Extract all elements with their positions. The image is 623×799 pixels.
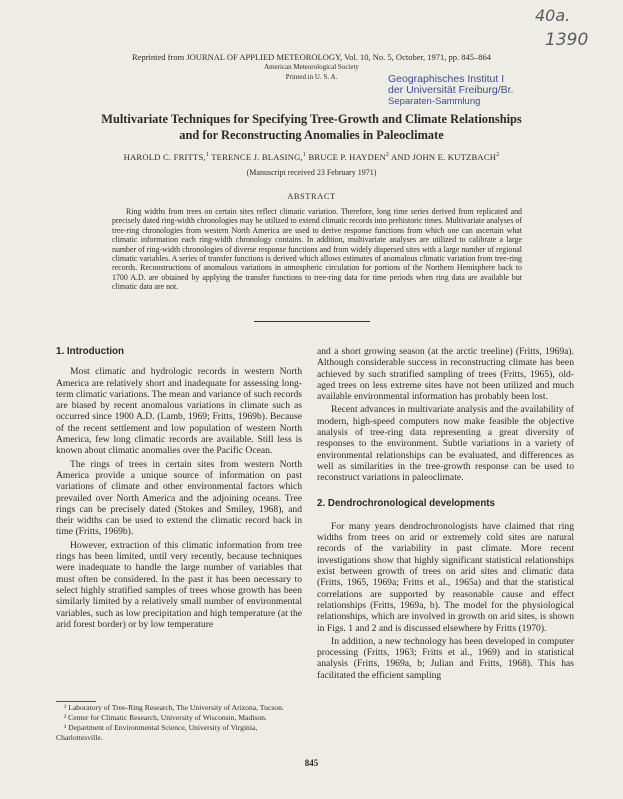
affiliation-mark: 1 [302, 152, 307, 159]
paragraph: For many years dendrochronologists have claimed that ring widths from trees on arid or extremely cold sites are natural records of the variability in past climate. More recent investigations show that highly significant statistical relationships exist between growth of trees on arid sites and climatic data (Fritts, 1965, 1969a; Fritts et al., 1965a) and that the statistical correlations are supported by reasonable cause and effect relationships (Fritts, 1969a, b). The model for the physiological relationships, which are involved in growth on arid sites, is shown in Figs. 1 and 2 and is discussed elsewhere by Fritts (1970). [317, 520, 574, 634]
abstract-text: Ring widths from trees on certain sites reflect climatic variation. Therefore, long time series derived from replicated and precisely dated ring-width chronologies may be utilized to extend climatic records into prehistoric times. Multivariate analyses of tree-ring chronologies from western North America are used to derive response functions from which one can ascertain what climatic information each ring-width chronology contains. In addition, multivariate analyses are utilized to calibrate a large number of ring-width chronologies of diverse response functions and from widely dispersed sites with a large number of regional climatic variables. A series of transfer functions is derived which allows estimates of anomalous climatic variation from tree-ring records. Reconstructions of anomalous variations in atmospheric circulation for portions of the Northern Hemisphere back to 1700 A.D. are obtained by applying the transfer functions to tree-ring data for time periods when ring data are available but climatic data are not. [112, 207, 522, 292]
paragraph: Most climatic and hydrologic records in western North America are relatively short and inadequate for assessing long-term climatic variations. The mean and variance of such records are biased by recent anomalous variations in climate such as occurred since 1900 A.D. (Lamb, 1969; Fritts, 1969b). Because of the recent settlement and low population of western North America, few long climatic records are available. Still less is known about climatic anomalies over the Pacific Ocean. [56, 366, 302, 457]
affiliation-mark: 2 [496, 152, 500, 159]
footnote-2: ² Center for Climatic Research, University of Wisconsin, Madison. [64, 713, 267, 723]
printed-line: Printed in U. S. A. [285, 73, 338, 81]
page-number: 845 [304, 758, 319, 768]
reprint-line: Reprinted from JOURNAL OF APPLIED METEOROLOGY, Vol. 10, No. 5, October, 1971, pp. 845–864 [132, 52, 491, 62]
paragraph: The rings of trees in certain sites from western North America provide a unique source of information on past variations of climate and other environmental factors which prevailed over North America and the adjoining oceans. Tree rings can be precisely dated (Stokes and Smiley, 1968), and their widths can be used to extend the climatic record back in time (Fritts, 1969b). [56, 458, 302, 538]
title-line-1: Multivariate Techniques for Specifying Tree-Growth and Climate Relationships [101, 112, 522, 126]
author-4: JOHN E. KUTZBACH [412, 152, 497, 162]
author-list [0, 152, 623, 162]
handwritten-note: 40a. [535, 6, 571, 25]
stamp-line-1: Geographisches Institut I [388, 73, 505, 85]
divider [254, 321, 370, 322]
paper-title [40, 112, 583, 143]
abstract-heading: ABSTRACT [287, 192, 336, 201]
right-column [317, 346, 574, 681]
author-conjunction: AND [390, 152, 411, 162]
title-line-2: and for Reconstructing Anomalies in Paleoclimate [179, 127, 444, 142]
paragraph: Recent advances in multivariate analysis and the availability of modern, high-speed computers now make feasible the objective analysis of tree-ring data representing a great diversity of responses to the environment. Subtle variations in a variety of environmental relationships can be evaluated, and differences as well as similarities in the tree-growth response can be used to reconstruct variations in paleoclimate. [317, 404, 574, 484]
author-3: BRUCE P. HAYDEN [308, 152, 386, 162]
paragraph: However, extraction of this climatic information from tree rings has been limited, until very recently, because techniques were inadequate to handle the large number of variables that must often be considered. In the past it has been necessary to select highly stratified samples of trees whose growth has been similarly limited by a relatively small number of environmental variables, such as low precipitation and high temperature (at the arid forest border) or by low temperature [56, 539, 302, 630]
handwritten-number: 1390 [545, 30, 589, 50]
paragraph: and a short growing season (at the arctic treeline) (Fritts, 1969a). Although considerable success in reconstructing climate has been achieved by such stratified sampling of trees (Fritts, 1965), old-aged trees on less extreme sites have not been utilized and much available environmental information has probably been lost. [317, 346, 574, 403]
stamp-line-2: der Universität Freiburg/Br. [388, 84, 514, 96]
footnotes [56, 703, 302, 743]
affiliation-mark: 2 [385, 152, 390, 159]
author-2: TERENCE J. BLASING, [211, 152, 303, 162]
paragraph: In addition, a new technology has been developed in computer processing (Fritts, 1963; Fritts et al., 1969) and in statistical analysis (Fritts, 1969a, b; Julian and Fritts, 1968). This has facilitated the efficient sampling [317, 635, 574, 681]
library-stamp [388, 74, 513, 107]
author-1: HAROLD C. FRITTS, [123, 152, 206, 162]
footnote-3: ³ Department of Environmental Science, University of Virginia, Charlottesville. [56, 723, 258, 742]
reprint-header [0, 52, 623, 82]
left-column [56, 346, 302, 630]
society-line: American Meteorological Society [264, 63, 359, 71]
section-heading-dendrochronology: 2. Dendrochronological developments [317, 497, 496, 509]
footnote-1: ¹ Laboratory of Tree-Ring Research, The University of Arizona, Tucson. [64, 703, 284, 712]
affiliation-mark: 1 [205, 152, 210, 159]
manuscript-received: (Manuscript received 23 February 1971) [246, 168, 377, 177]
section-heading-introduction: 1. Introduction [56, 346, 125, 357]
footnote-divider [56, 701, 96, 702]
stamp-line-3: Separaten-Sammlung [388, 96, 481, 107]
